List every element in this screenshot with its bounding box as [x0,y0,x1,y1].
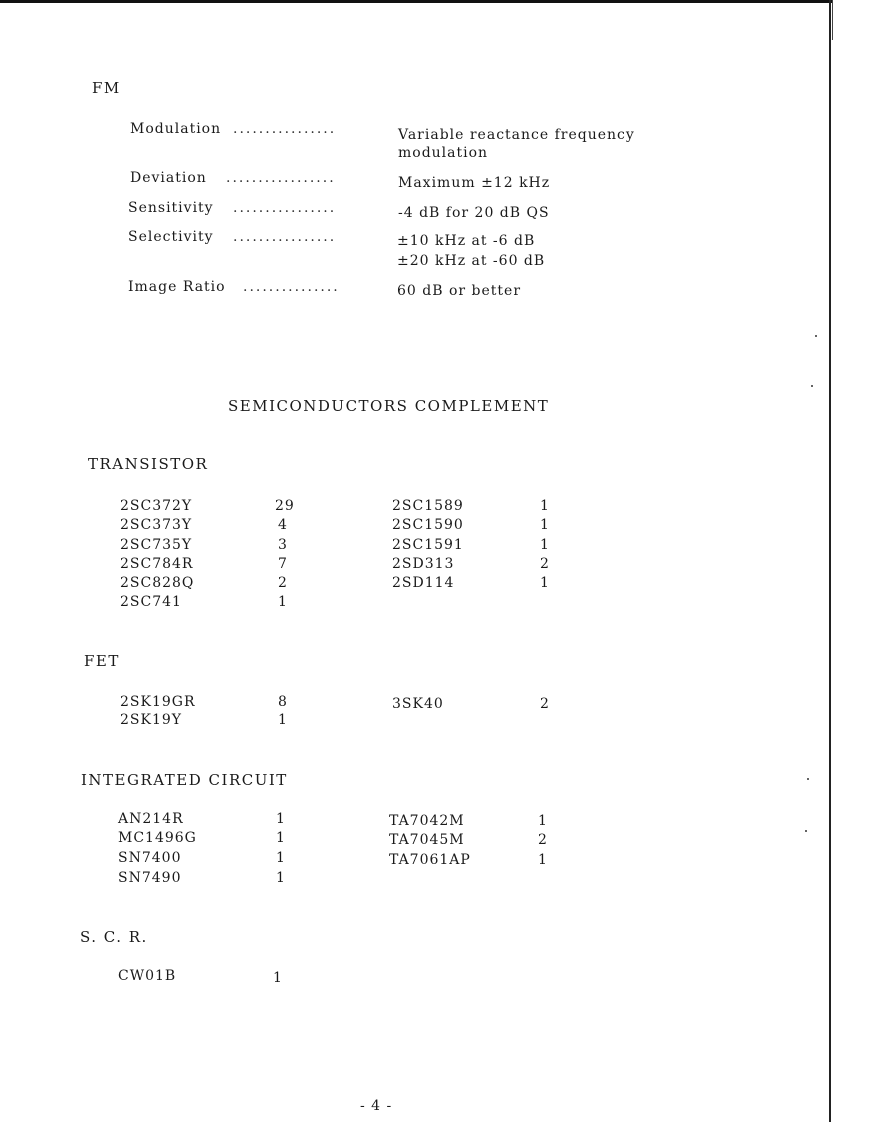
semiconductors-title: SEMICONDUCTORS COMPLEMENT [228,397,550,415]
part-quantity: 1 [540,575,550,591]
part-number: MC1496G [118,830,197,846]
spec-leader-dots: ............... [243,279,340,295]
part-quantity: 1 [276,850,286,866]
spec-label: Modulation [130,121,222,137]
part-number: CW01B [118,968,177,984]
part-quantity: 1 [278,594,288,610]
spec-value-line2: modulation [398,145,489,161]
part-number: AN214R [118,811,184,827]
page-number: - 4 - [360,1098,393,1114]
part-quantity: 8 [278,694,288,710]
part-quantity: 1 [276,811,286,827]
part-quantity: 29 [275,498,295,514]
spec-leader-dots: ................ [233,200,337,216]
part-quantity: 1 [276,870,286,886]
spec-label: Sensitivity [128,200,214,216]
part-number: 2SD114 [392,575,455,591]
part-number: 2SC373Y [120,517,193,533]
part-number: SN7400 [118,850,182,866]
part-quantity: 1 [278,712,288,728]
spec-label: Deviation [130,170,207,186]
part-number: 2SC1589 [392,498,464,514]
ic-heading: INTEGRATED CIRCUIT [81,771,288,789]
scan-speck [807,778,809,780]
part-number: 2SC372Y [120,498,193,514]
fm-heading: FM [92,79,121,97]
spec-label: Image Ratio [128,279,226,295]
part-number: 2SK19Y [120,712,183,728]
spec-leader-dots: ................ [233,229,337,245]
part-quantity: 2 [540,696,550,712]
scr-heading: S. C. R. [80,928,148,946]
part-number: TA7042M [389,813,465,829]
part-quantity: 4 [278,517,288,533]
right-border-line-inner [832,0,833,40]
part-number: 2SK19GR [120,694,196,710]
part-number: SN7490 [118,870,182,886]
right-border-line [829,0,831,1122]
part-quantity: 2 [278,575,288,591]
spec-label: Selectivity [128,229,214,245]
part-number: 2SC741 [120,594,182,610]
scan-speck [805,830,807,832]
top-border-line [0,0,832,3]
spec-value: -4 dB for 20 dB QS [398,205,550,221]
spec-value-line2: ±20 kHz at -60 dB [397,253,546,269]
spec-leader-dots: ................. [226,170,336,186]
spec-value: ±10 kHz at -6 dB [397,233,536,249]
part-quantity: 2 [540,556,550,572]
transistor-heading: TRANSISTOR [88,455,209,473]
part-quantity: 7 [278,556,288,572]
spec-value: 60 dB or better [397,283,522,299]
part-quantity: 1 [540,498,550,514]
part-quantity: 1 [538,813,548,829]
part-quantity: 3 [278,537,288,553]
part-number: 2SC784R [120,556,194,572]
spec-value: Maximum ±12 kHz [398,175,551,191]
scan-speck [811,385,813,387]
spec-leader-dots: ................ [233,121,337,137]
part-number: 2SD313 [392,556,455,572]
part-number: TA7061AP [389,852,471,868]
part-number: 2SC828Q [120,575,195,591]
part-number: TA7045M [389,832,465,848]
part-quantity: 1 [540,537,550,553]
fet-heading: FET [84,652,120,670]
spec-value: Variable reactance frequency [398,127,635,143]
part-number: 2SC1590 [392,517,464,533]
scan-speck [815,335,817,337]
part-quantity: 1 [276,830,286,846]
part-number: 2SC735Y [120,537,193,553]
part-quantity: 1 [273,970,283,986]
part-number: 3SK40 [392,696,444,712]
part-quantity: 1 [538,852,548,868]
part-quantity: 2 [538,832,548,848]
part-quantity: 1 [540,517,550,533]
part-number: 2SC1591 [392,537,464,553]
